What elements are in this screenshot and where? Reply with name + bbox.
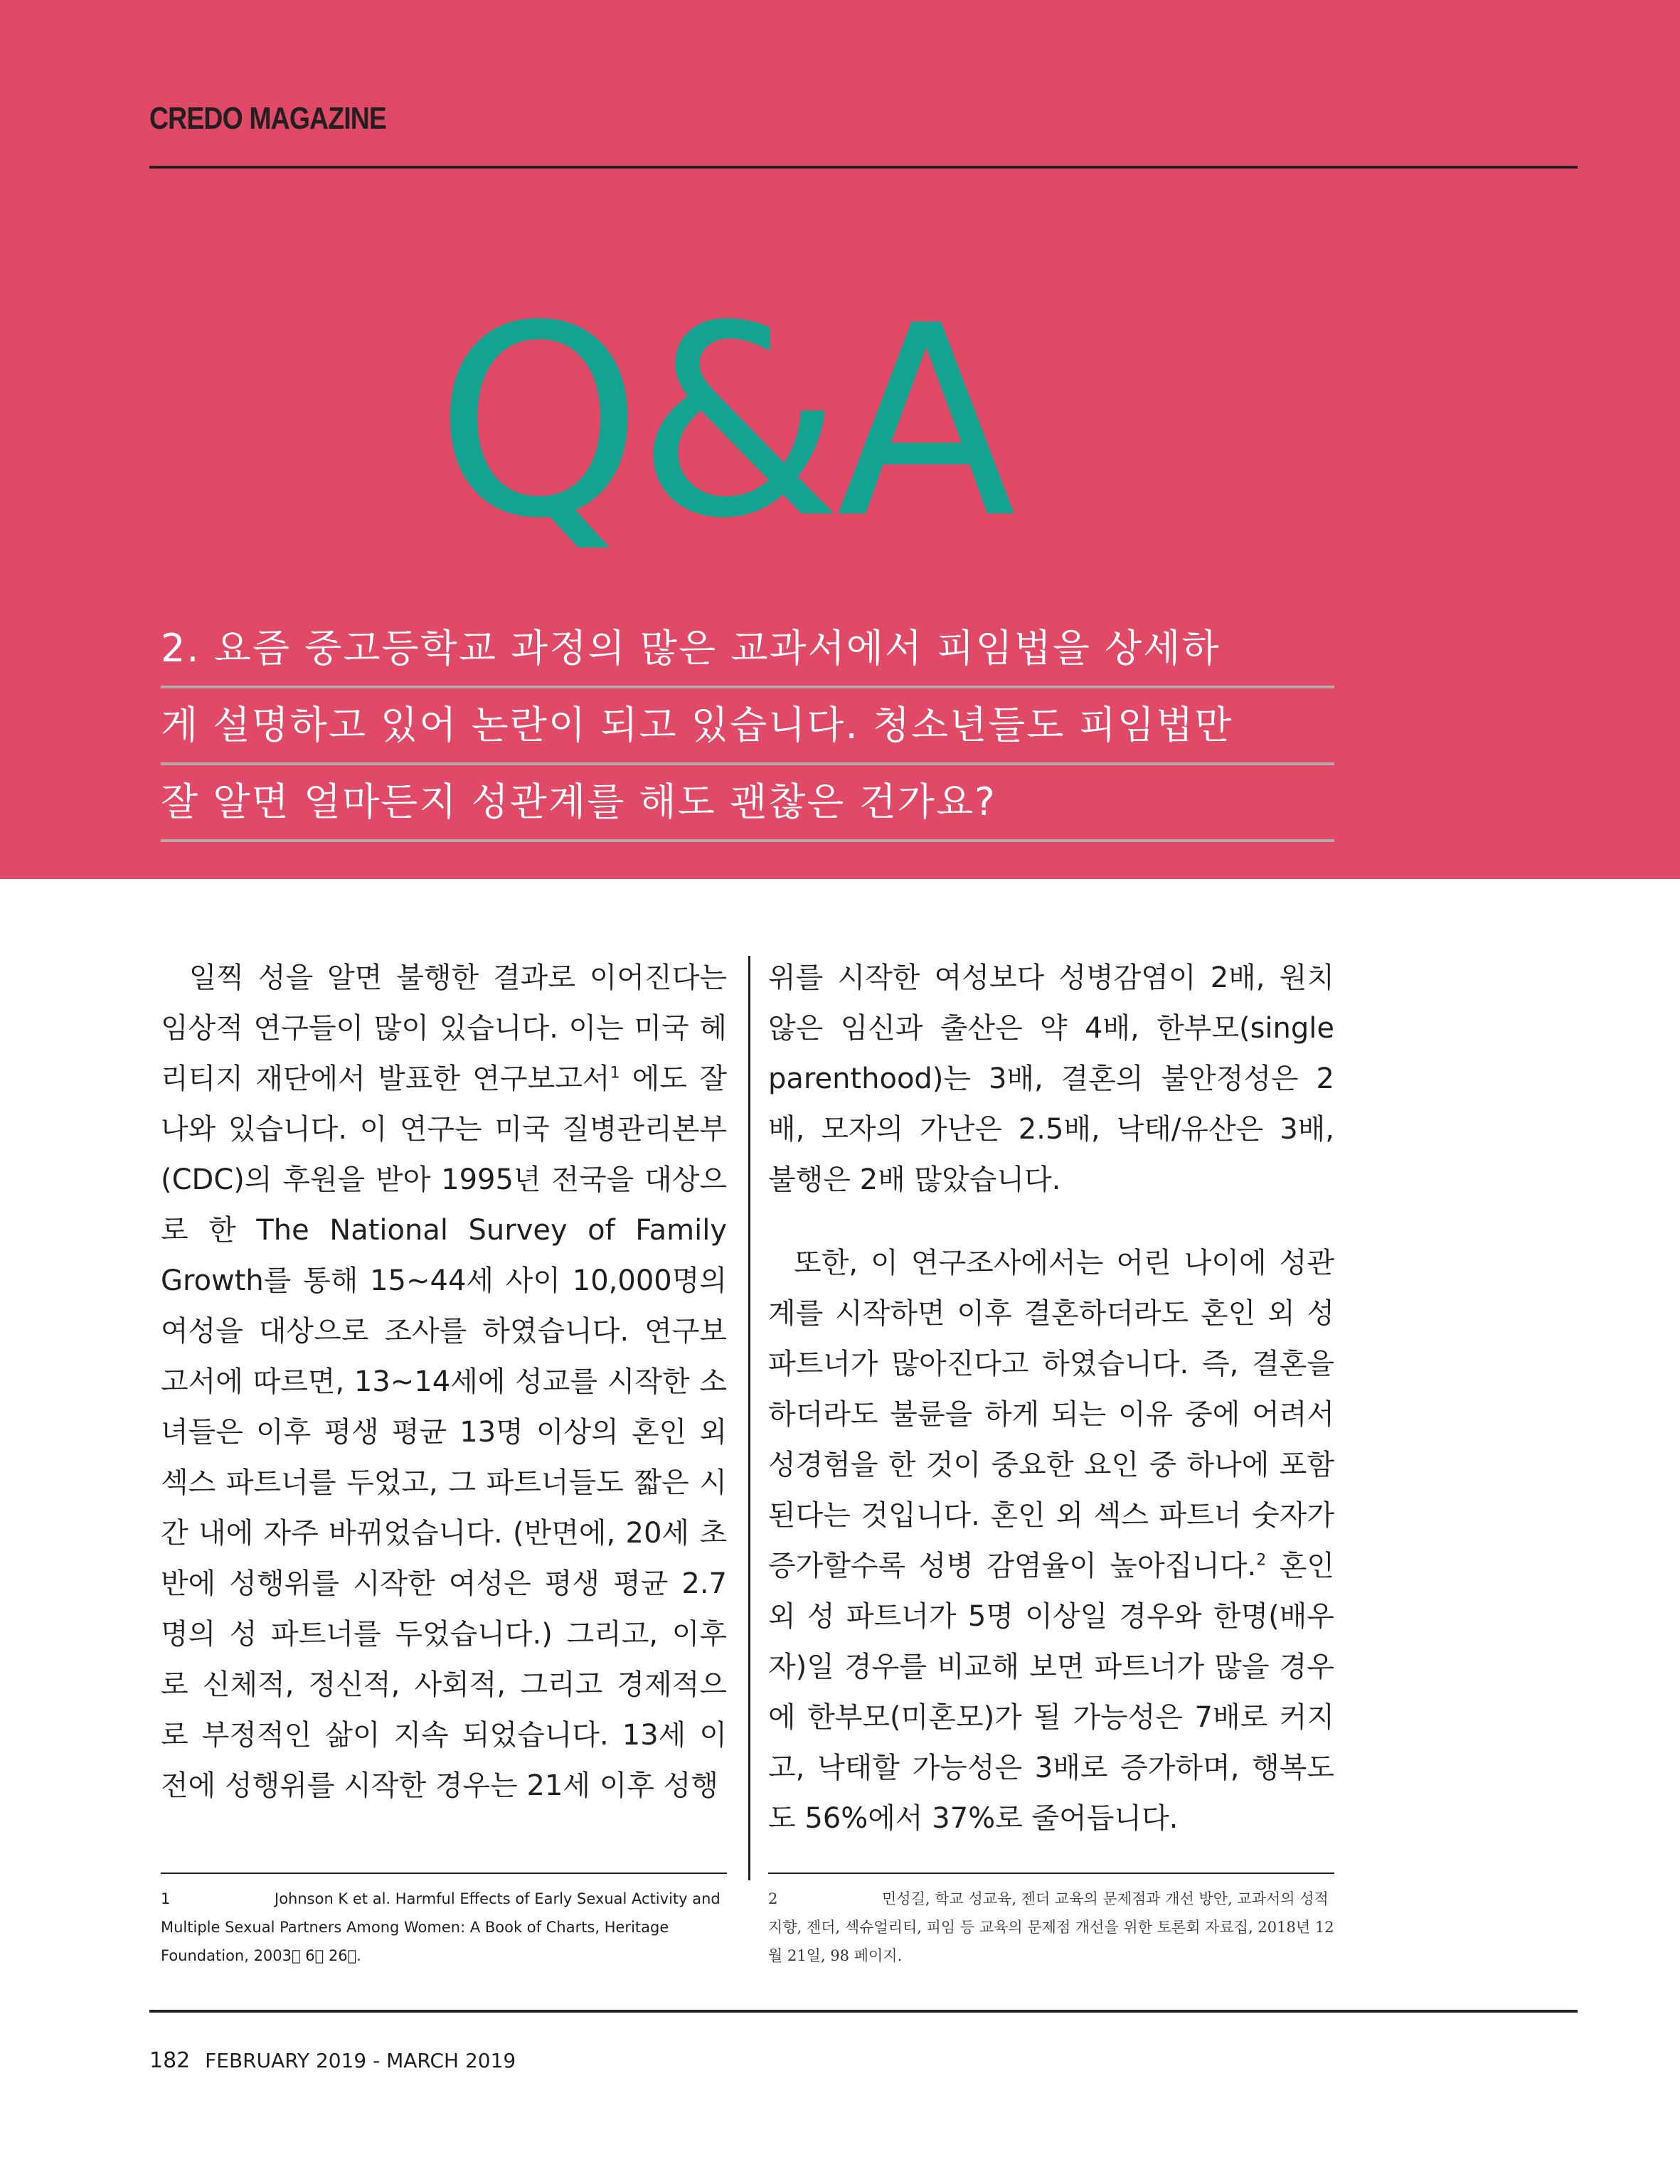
question-line: 2. 요즘 중고등학교 과정의 많은 교과서에서 피임법을 상세하 xyxy=(161,612,1334,688)
issue-date: FEBRUARY 2019 - MARCH 2019 xyxy=(205,2049,516,2072)
body-text: 또한, 이 연구조사에서는 어린 나이에 성관계를 시작하면 이후 결혼하더라도 혼인 외 성 파트너가 많아진다고 하였습니다. 즉, 결혼을 하더라도 불륜을 하게 되는 이유 중에 어려서 성경험을 한 것이 중요한 요인 중 하나에 포함된다는 것입니다. 혼인 외 섹스 파트너 숫자가 증가할수록 성병 감염율이 높아집니다. xyxy=(768,1247,1335,1582)
question-line: 잘 알면 얼마든지 성관계를 해도 괜찮은 건가요? xyxy=(161,765,1334,842)
question-line: 게 설명하고 있어 논란이 되고 있습니다. 청소년들도 피임법만 xyxy=(161,688,1334,765)
column-divider xyxy=(748,956,750,1880)
body-column-left xyxy=(161,953,727,1811)
footnote-text: Johnson K et al. Harmful Effects of Early Sexual Activity and Multiple Sexual Partners Among Women: A Book of Charts, Heritage Foundation, 2003  6  26 . xyxy=(161,1890,721,1964)
page-number: 182 xyxy=(149,2048,191,2073)
section-title: Q&A xyxy=(435,270,1011,576)
footnote-ref: 1 xyxy=(610,1064,620,1082)
footnote-1 xyxy=(161,1885,727,1970)
question-block xyxy=(161,612,1334,842)
footer-rule xyxy=(149,2010,1578,2013)
header-rule xyxy=(149,166,1578,169)
footnote-number: 2 xyxy=(768,1890,778,1907)
footnote-rule xyxy=(768,1873,1334,1874)
footnote-2 xyxy=(768,1885,1334,1970)
body-paragraph: 위를 시작한 여성보다 성병감염이 2배, 원치 않은 임신과 출산은 약 4배, 한부모(single parenthood)는 3배, 결혼의 불안정성은 2배, 모자의 가난은 2.5배, 낙태/유산은 3배, 불행은 2배 많았습니다. xyxy=(768,962,1334,1196)
body-text: 에도 잘 나와 있습니다. 이 연구는 미국 질병관리본부(CDC)의 후원을 받아 1995년 전국을 대상으로 한 The National Survey of Family Growth를 통해 15~44세 사이 10,000명의 여성을 대상으로 조사를 하였습니다. 연구보고서에 따르면, 13~14세에 성교를 시작한 소녀들은 이후 평생 평균 13명 이상의 혼인 외 섹스 파트너를 두었고, 그 파트너들도 짧은 시간 내에 자주 바뀌었습니다. (반면에, 20세 초반에 성행위를 시작한 여성은 평생 평균 2.7명의 성 파트너를 두었습니다.) 그리고, 이후로 신체적, 정신적, 사회적, 그리고 경제적으로 부정적인 삶이 지속 되었습니다. 13세 이전에 성행위를 시작한 경우는 21세 이후 성행 xyxy=(161,1062,727,1802)
footnote-number: 1 xyxy=(161,1890,171,1907)
body-paragraph xyxy=(161,953,727,1811)
body-text: 혼인 외 성 파트너가 5명 이상일 경우와 한명(배우자)일 경우를 비교해 보면 파트너가 많을 경우에 한부모(미혼모)가 될 가능성은 7배로 커지고, 낙태할 가능성은 3배로 증가하며, 행복도도 56%에서 37%로 줄어듭니다. xyxy=(768,1550,1334,1835)
magazine-name: CREDO MAGAZINE xyxy=(149,101,387,136)
footnote-rule xyxy=(161,1873,727,1874)
page-footer xyxy=(149,2048,516,2073)
footnote-text: 민성길, 학교 성교육, 젠더 교육의 문제점과 개선 방안, 교과서의 성적지향, 젠더, 섹슈얼리티, 피임 등 교육의 문제점 개선을 위한 토론회 자료집, 2018년 12월 21일, 98 페이지. xyxy=(768,1890,1334,1964)
header-banner xyxy=(0,0,1680,879)
footnote-ref: 2 xyxy=(1256,1551,1267,1570)
body-paragraph xyxy=(768,1238,1334,1844)
body-column-right xyxy=(768,953,1334,1844)
body-text: 일찍 성을 알면 불행한 결과로 이어진다는 임상적 연구들이 많이 있습니다. 이는 미국 헤리티지 재단에서 발표한 연구보고서 xyxy=(161,962,727,1095)
